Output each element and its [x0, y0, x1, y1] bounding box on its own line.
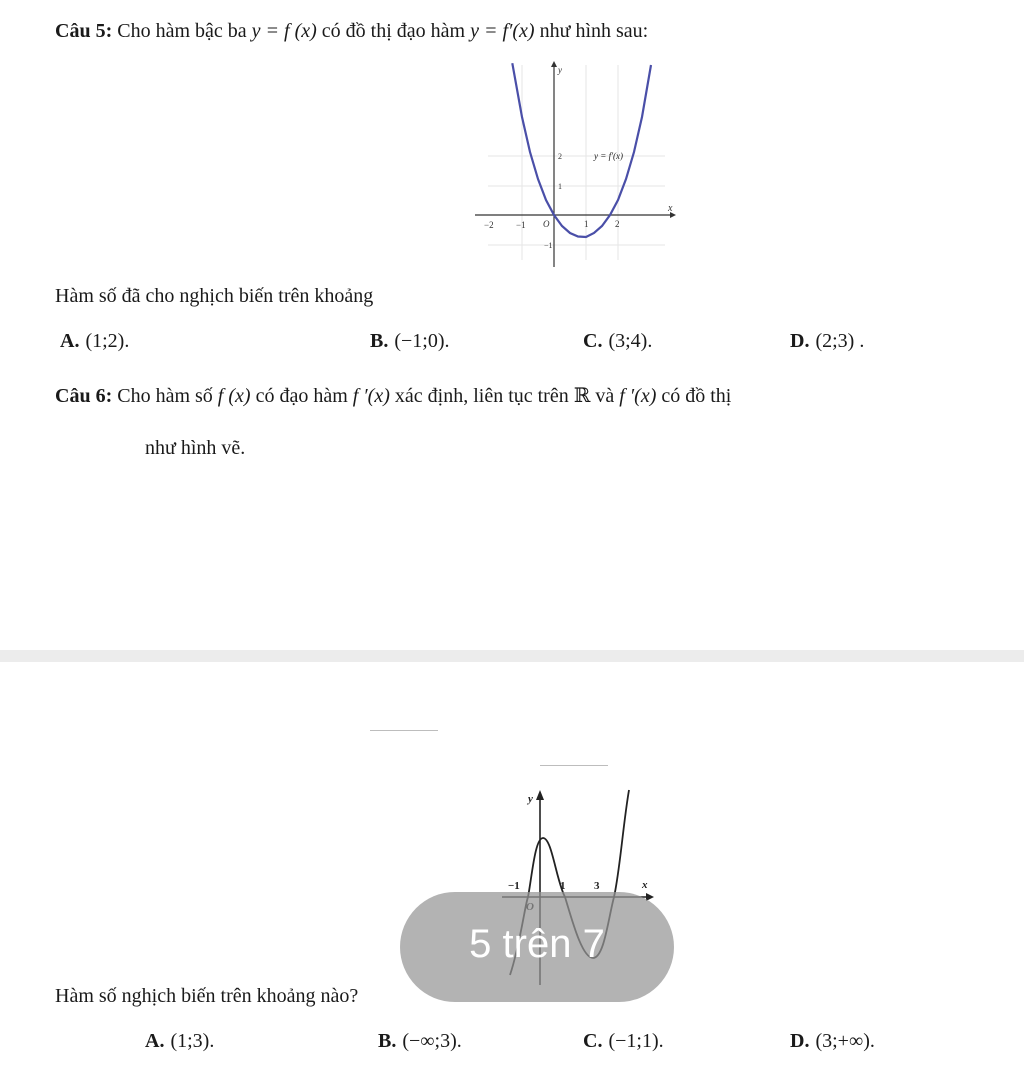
- q6-tick-neg1: −1: [508, 880, 520, 892]
- q5-curve: [512, 63, 651, 237]
- q6-x-label: x: [642, 879, 648, 891]
- q6-text-4: và: [595, 385, 615, 407]
- q6-expr-1: f (x): [217, 385, 251, 407]
- q6-option-c[interactable]: [583, 1030, 664, 1053]
- q6-text-3: xác định, liên tục trên: [394, 385, 569, 407]
- page-indicator-text: 5 trên 7: [469, 922, 605, 966]
- q5-text-2: có đồ thị đạo hàm: [321, 20, 466, 42]
- q6-option-d-label: D.: [790, 1030, 810, 1052]
- q6-option-d[interactable]: [790, 1030, 875, 1053]
- q5-option-d[interactable]: [790, 330, 864, 353]
- q6-text-5: có đồ thị: [661, 385, 732, 407]
- q5-label: Câu 5:: [55, 20, 113, 42]
- q5-tick-1: 1: [584, 219, 589, 229]
- q5-y-tick-1: 1: [558, 182, 562, 191]
- q6-stem-cont: như hình vẽ.: [145, 437, 246, 459]
- q6-expr-4: f ′(x): [619, 385, 657, 407]
- scan-rule: [370, 730, 438, 731]
- q6-option-b-value: (−∞;3).: [402, 1030, 462, 1052]
- q5-tick-neg1: −1: [516, 220, 526, 230]
- q6-tick-1: 1: [560, 880, 566, 892]
- q6-tick-3: 3: [594, 880, 600, 892]
- q5-tick-neg2: −2: [484, 220, 494, 230]
- q5-option-c-value: (3;4).: [608, 330, 653, 352]
- scan-rule: [540, 765, 608, 766]
- q6-text-1: Cho hàm số: [117, 385, 213, 407]
- q5-option-d-value: (2;3) .: [815, 330, 865, 352]
- q5-derivative-graph: [470, 55, 685, 270]
- q5-option-c-label: C.: [583, 330, 603, 352]
- q6-option-c-label: C.: [583, 1030, 603, 1052]
- q5-tick-2: 2: [615, 219, 620, 229]
- q5-option-b-value: (−1;0).: [394, 330, 450, 352]
- q5-expr-1: y = f (x): [251, 20, 317, 42]
- q6-option-a[interactable]: [145, 1030, 214, 1053]
- q5-y-tick-2: 2: [558, 152, 562, 161]
- q6-option-c-value: (−1;1).: [608, 1030, 664, 1052]
- q6-label: Câu 6:: [55, 385, 113, 407]
- q5-y-tick-neg1: −1: [544, 241, 553, 250]
- q6-y-label: y: [528, 793, 533, 805]
- page-indicator-toast: [400, 892, 674, 1002]
- q5-option-a[interactable]: [60, 330, 129, 353]
- q6-option-a-label: A.: [145, 1030, 165, 1052]
- q5-option-b-label: B.: [370, 330, 389, 352]
- q6-expr-3: ℝ: [573, 385, 591, 407]
- q5-text-3: như hình sau:: [539, 20, 649, 42]
- q5-y-label: y: [558, 65, 562, 75]
- q5-x-label: x: [668, 203, 673, 214]
- q5-question: Hàm số đã cho nghịch biến trên khoảng: [55, 285, 374, 307]
- q5-curve-label: y = f′(x): [594, 151, 624, 161]
- q5-option-b[interactable]: [370, 330, 450, 353]
- q6-question: Hàm số nghịch biến trên khoảng nào?: [55, 985, 359, 1007]
- q6-option-d-value: (3;+∞).: [815, 1030, 875, 1052]
- q5-text-1: Cho hàm bậc ba: [117, 20, 247, 42]
- q5-option-c[interactable]: [583, 330, 652, 353]
- q5-option-d-label: D.: [790, 330, 810, 352]
- q6-text-2: có đạo hàm: [255, 385, 348, 407]
- page-separator: [0, 650, 1024, 662]
- q6-option-a-value: (1;3).: [170, 1030, 215, 1052]
- q5-origin: O: [543, 219, 550, 229]
- q6-expr-2: f ′(x): [352, 385, 390, 407]
- q5-stem: [55, 20, 648, 43]
- q5-option-a-label: A.: [60, 330, 80, 352]
- q5-option-a-value: (1;2).: [85, 330, 130, 352]
- q6-stem: [55, 383, 731, 408]
- q6-option-b-label: B.: [378, 1030, 397, 1052]
- q5-expr-2: y = f′(x): [470, 20, 535, 42]
- q6-option-b[interactable]: [378, 1030, 462, 1053]
